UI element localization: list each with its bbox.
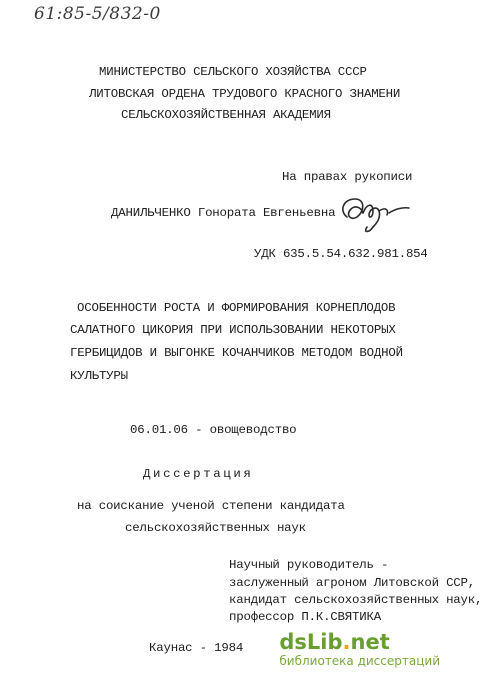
- logo-dot: .: [342, 630, 351, 654]
- watermark-caption: библиотека диссертаций: [279, 654, 440, 668]
- udk-code: УДК 635.5.54.632.981.854: [254, 247, 428, 261]
- place-and-year: Каунас - 1984: [149, 641, 244, 655]
- degree-line-1: на соискание ученой степени кандидата: [77, 499, 345, 513]
- handwritten-catalog-number: 61:85-5/832-0: [34, 4, 161, 24]
- supervisor-line-3: кандидат сельскохозяйственных наук,: [229, 593, 482, 607]
- author-signature: [333, 193, 413, 237]
- thesis-title-line-1: ОСОБЕННОСТИ РОСТА И ФОРМИРОВАНИЯ КОРНЕПЛОДОВ: [77, 301, 396, 315]
- specialty-code: 06.01.06 - овощеводство: [130, 423, 297, 437]
- supervisor-line-1: Научный руководитель -: [229, 558, 389, 572]
- document-type: Диссертация: [143, 467, 254, 481]
- rights-note: На правах рукописи: [282, 170, 413, 184]
- logo-tld: net: [350, 630, 390, 654]
- academy-line-2: СЕЛЬСКОХОЗЯЙСТВЕННАЯ АКАДЕМИЯ: [121, 108, 331, 122]
- thesis-title-line-4: КУЛЬТУРЫ: [70, 369, 128, 383]
- logo-main: dsLib: [279, 630, 343, 654]
- thesis-title-line-2: САЛАТНОГО ЦИКОРИЯ ПРИ ИСПОЛЬЗОВАНИИ НЕКОТОРЫХ: [70, 323, 396, 337]
- degree-line-2: сельскохозяйственных наук: [125, 521, 306, 535]
- dslib-watermark[interactable]: [279, 631, 440, 668]
- supervisor-line-4: профессор П.К.СВЯТИКА: [229, 610, 381, 624]
- dslib-logo[interactable]: [279, 631, 440, 653]
- supervisor-line-2: заслуженный агроном Литовской ССР,: [229, 576, 476, 590]
- author-name: ДАНИЛЬЧЕНКО Гонората Евгеньевна: [111, 206, 336, 220]
- ministry-line: МИНИСТЕРСТВО СЕЛЬСКОГО ХОЗЯЙСТВА СССР: [99, 65, 367, 79]
- thesis-title-line-3: ГЕРБИЦИДОВ И ВЫГОНКЕ КОЧАНЧИКОВ МЕТОДОМ ВОДНОЙ: [70, 346, 403, 360]
- academy-line-1: ЛИТОВСКАЯ ОРДЕНА ТРУДОВОГО КРАСНОГО ЗНАМЕНИ: [89, 87, 401, 101]
